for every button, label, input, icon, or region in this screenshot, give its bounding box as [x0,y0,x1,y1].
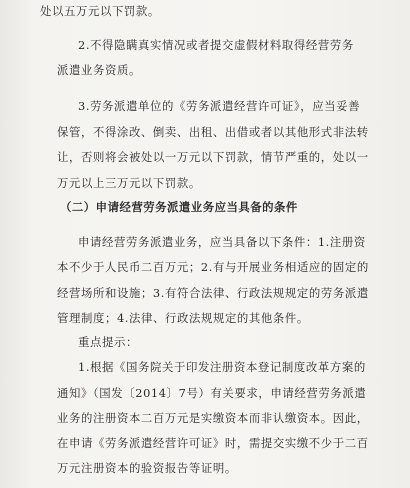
section-heading: （二）申请经营劳务派遣业务应当具备的条件 [60,200,298,214]
text-line: 处以五万元以下罚款。 [40,4,160,18]
text-line: 本不少于人民币二百万元；2.有与开展业务相适应的固定的 [57,260,369,274]
text-line: 让，否则将会被处以一万元以下罚款，情节严重的，处以一 [57,150,369,164]
text-line: 3.劳务派遣单位的《劳务派遣经营许可证》，应当妥善 [78,99,361,113]
text-line: 管理制度；4.法律、行政法规规定的其他条件。 [57,311,309,325]
text-line: 万元以上三万元以下罚款。 [57,176,201,190]
text-line: 申请经营劳务派遣业务，应当具备以下条件：1.注册资 [78,235,366,249]
text-line: 派遣业务资质。 [57,63,141,77]
text-line: 业务的注册资本二百万元是实缴资本而非认缴资本。因此， [57,411,369,425]
text-line: 经营场所和设施；3.有符合法律、行政法规规定的劳务派遣 [57,286,369,300]
note-heading: 重点提示： [78,335,138,349]
text-line: 万元注册资本的验资报告等证明。 [57,461,237,475]
text-line: 保管，不得涂改、倒卖、出租、出借或者以其他形式非法转 [57,125,369,139]
text-line: 2.不得隐瞒真实情况或者提交虚假材料取得经营劳务 [78,38,354,52]
text-line: 在申请《劳务派遣经营许可证》时，需提交实缴不少于二百 [57,436,369,450]
text-line: 1.根据《国务院关于印发注册资本登记制度改革方案的 [78,360,366,374]
text-line: 通知》（国发〔2014〕7号）有关要求，申请经营劳务派遣 [57,386,367,400]
